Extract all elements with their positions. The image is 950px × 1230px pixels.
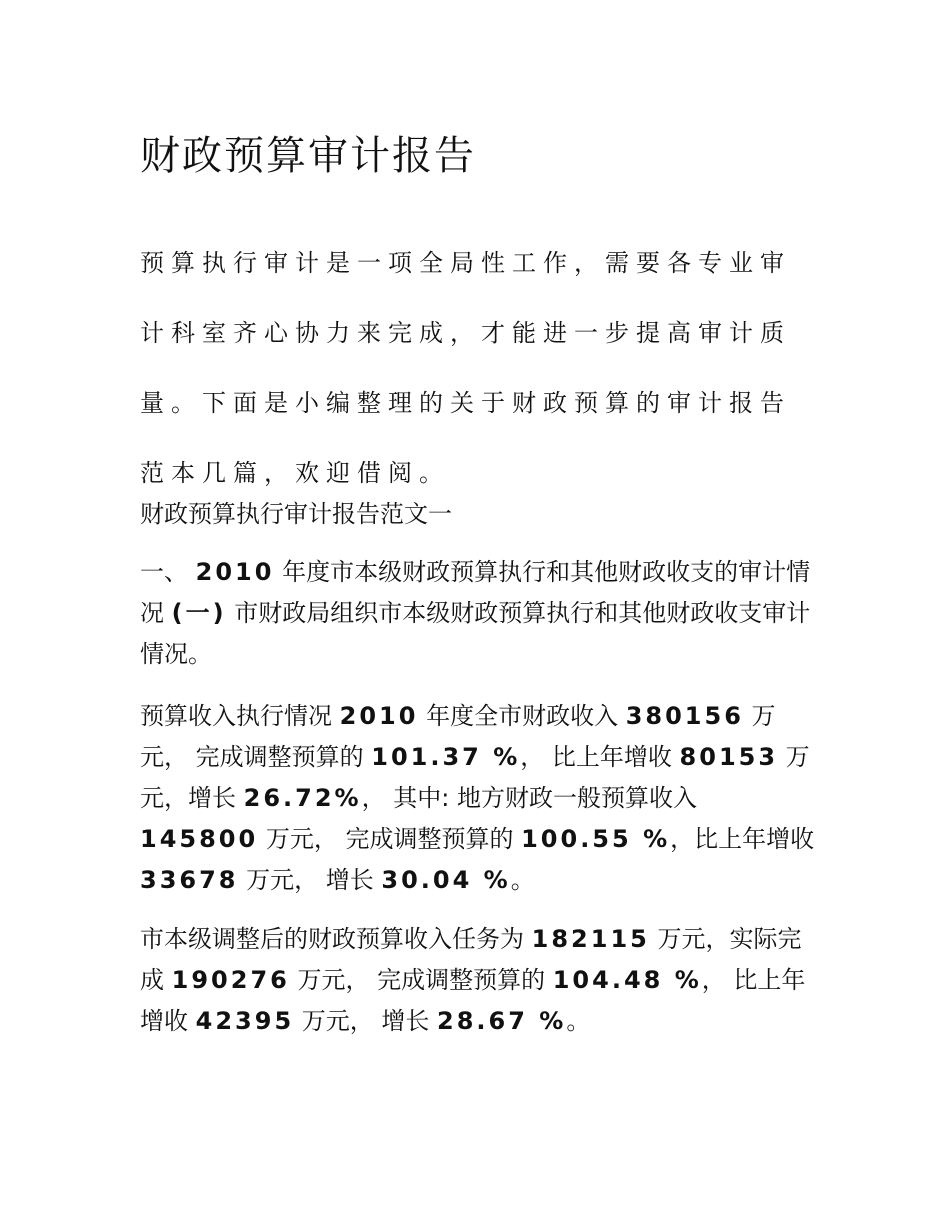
figure-value: 190276	[171, 966, 290, 994]
intro-paragraph: 预算执行审计是一项全局性工作，需要各专业审计科室齐心协力来完成，才能进一步提高审计质量。下面是小编整理的关于财政预算的审计报告范本几篇，欢迎借阅。	[140, 249, 791, 487]
figure-value: 80153	[679, 743, 779, 771]
document-title: 财政预算审计报告	[140, 133, 476, 179]
figure-value: 33678	[140, 866, 239, 894]
text-segment: 万元， 增长	[238, 866, 382, 894]
text-segment: 万元， 增长	[294, 1007, 438, 1035]
text-segment: 市本级调整后的财政预算收入任务为	[140, 925, 532, 953]
figure-value: 182115	[531, 925, 650, 953]
text-segment: 。	[510, 866, 535, 894]
text-segment: 万元， 完成调整预算的	[140, 702, 776, 771]
paragraph-revenue-execution	[140, 696, 820, 901]
text-segment: 一、	[140, 558, 196, 586]
text-segment: 预算收入执行情况	[140, 702, 340, 730]
text-segment: 年度市本级财政预算执行和其他财政收支的审计情况	[140, 558, 811, 627]
figure-value: 2010	[339, 702, 419, 730]
paragraph-audit-overview	[140, 552, 820, 675]
figure-value: 28.67 %	[437, 1007, 567, 1035]
figure-value: 42395	[195, 1007, 295, 1035]
text-segment: 万元，增长	[140, 743, 810, 812]
text-segment: ，比上年增收	[670, 825, 815, 853]
text-segment: 年度全市财政收入	[418, 702, 626, 730]
figure-value: (一)	[171, 599, 227, 627]
figure-value: 380156	[625, 702, 744, 730]
text-segment: 。	[566, 1007, 591, 1035]
text-segment: 万元， 完成调整预算的	[289, 966, 553, 994]
section-heading: 财政预算执行审计报告范文一	[140, 500, 452, 528]
text-segment: 万元，实际完成	[140, 925, 802, 994]
figure-value: 26.72%	[243, 784, 362, 812]
text-segment: 万元， 完成调整预算的	[258, 825, 522, 853]
text-segment: ， 比上年增收	[140, 966, 806, 1035]
figure-value: 30.04 %	[381, 866, 511, 894]
paragraph-city-level-revenue	[140, 919, 820, 1042]
text-segment: ， 比上年增收	[520, 743, 680, 771]
text-segment: 市财政局组织市本级财政预算执行和其他财政收支审计情况。	[140, 599, 811, 668]
figure-value: 145800	[140, 825, 259, 853]
figure-value: 104.48 %	[552, 966, 702, 994]
figure-value: 100.55 %	[521, 825, 671, 853]
text-segment: ， 其中: 地方财政一般预算收入	[361, 784, 697, 812]
figure-value: 101.37 %	[371, 743, 521, 771]
figure-value: 2010	[195, 558, 275, 586]
